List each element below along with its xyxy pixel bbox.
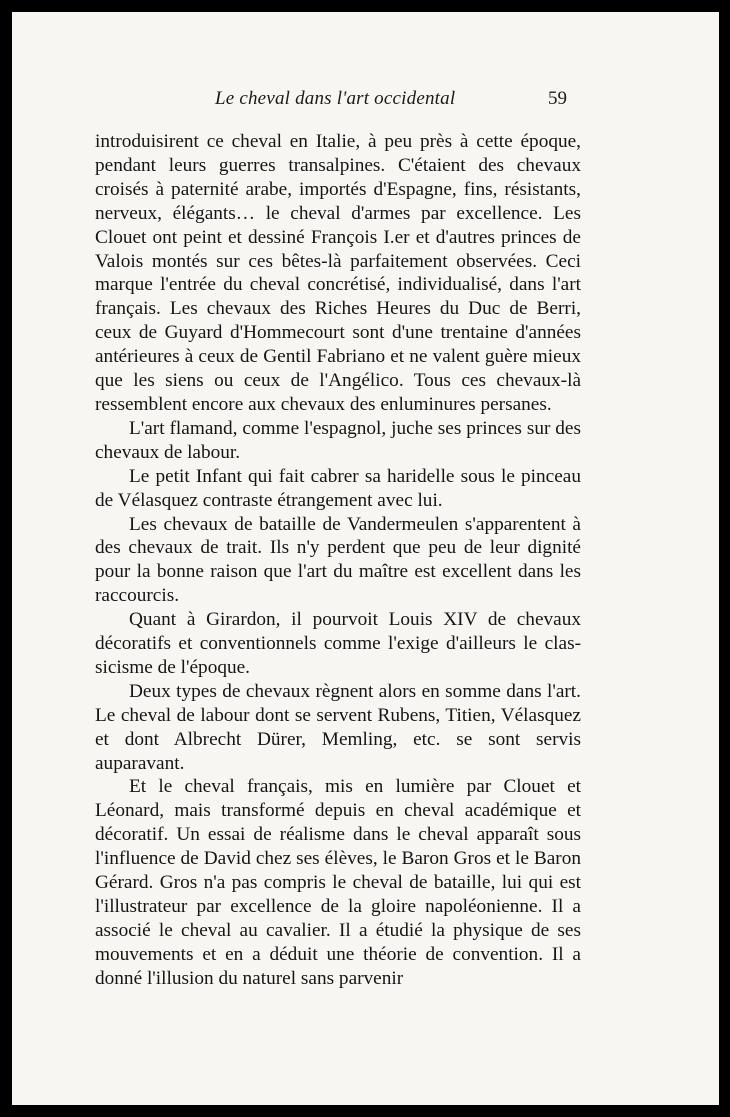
paragraph: Et le cheval français, mis en lumière par Clouet et Léonard, mais transformé depuis en cheval académique et décoratif. Un essai de réalisme dans le cheval apparaît sous l'influence de David chez ses élèves, le Baron Gros et le Baron Gérard. Gros n'a pas compris le cheval de bataille, lui qui est l'illustrateur par excellence de la gloire napoléonienne. Il a associé le cheval au cavalier. Il a étudié la physique de ses mouvements et en a déduit une théorie de convention. Il a donné l'illusion du naturel sans parvenir [95, 776, 581, 989]
paragraph: Les chevaux de bataille de Vandermeulen s'apparentent à des chevaux de trait. Ils n'y perdent que peu de leur dignité pour la bonne raison que l'art du maître est excellent dans les raccourcis. [95, 513, 581, 607]
paragraph: introduisirent ce cheval en Italie, à peu près à cette époque, pendant leurs guerres transalpines. C'étaient des chevaux croisés à paternité arabe, importés d'Espagne, fins, résistants, nerveux, élégants… le cheval d'armes par excellence. Les Clouet ont peint et dessiné François I.er et d'autres princes de Valois montés sur ces bêtes-là parfaitement observées. Ceci marque l'entrée du cheval concrétisé, individualisé, dans l'art français. Les chevaux des Riches Heures du Duc de Berri, ceux de Guyard d'Hommecourt sont d'une trentaine d'années antérieures à ceux de Gentil Fabriano et ne valent guère mieux que les siens ou ceux de l'Angélico. Tous ces chevaux-là ressemblent encore aux chevaux des enluminures persanes. [95, 131, 581, 415]
page-header [12, 88, 719, 116]
running-title: Le cheval dans l'art occidental [215, 88, 456, 109]
body-text [95, 130, 581, 991]
page-number: 59 [548, 88, 567, 109]
paragraph: Le petit Infant qui fait cabrer sa haridelle sous le pinceau de Vélasquez contraste étrangement avec lui. [95, 465, 581, 511]
paragraph: Deux types de chevaux règnent alors en somme dans l'art. Le cheval de labour dont se servent Rubens, Titien, Vélasquez et dont Albrecht Dürer, Memling, etc. se sont servis auparavant. [95, 680, 581, 774]
paragraph: Quant à Girardon, il pourvoit Louis XIV de chevaux décoratifs et conventionnels comme l'exige d'ailleurs le classicisme de l'époque. [95, 609, 581, 678]
book-page [12, 12, 719, 1105]
paragraph: L'art flamand, comme l'espagnol, juche ses princes sur des chevaux de labour. [95, 417, 581, 463]
